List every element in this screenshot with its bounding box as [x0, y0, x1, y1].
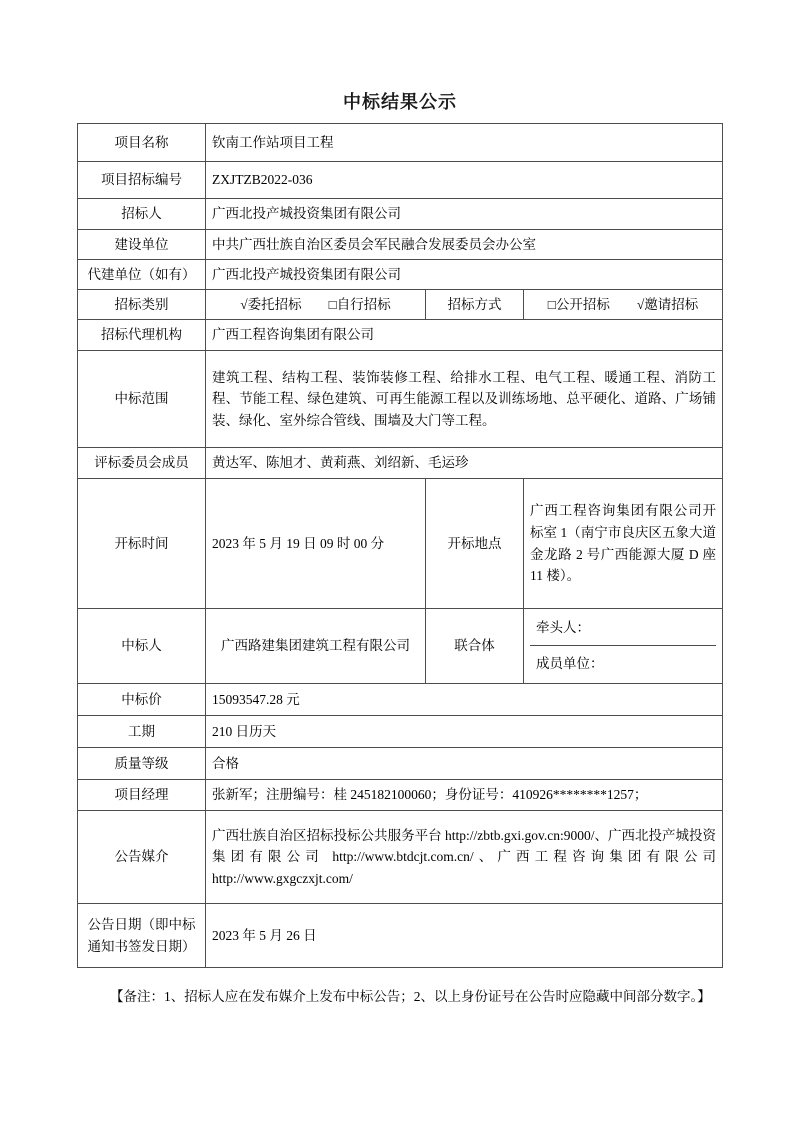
evaluation-committee-value: 黄达军、陈旭才、黄莉燕、刘绍新、毛运珍: [206, 448, 723, 479]
row-quality-grade: [78, 748, 723, 780]
project-name-value: 钦南工作站项目工程: [206, 124, 723, 162]
announcement-media-value: 广西壮族自治区招标投标公共服务平台 http://zbtb.gxi.gov.cn:9000/、广西北投产城投资集团有限公司 http://www.btdcjt.com.cn/、广西工程咨询集团有限公司 http://www.gxgczxjt.com/: [206, 811, 723, 904]
duration-value: 210 日历天: [206, 716, 723, 748]
duration-label: 工期: [78, 716, 206, 748]
tenderer-label: 招标人: [78, 199, 206, 230]
agent-unit-value: 广西北投产城投资集团有限公司: [206, 260, 723, 290]
tender-category-value: √委托招标 □自行招标: [206, 290, 426, 320]
row-evaluation-committee: [78, 448, 723, 479]
quality-grade-label: 质量等级: [78, 748, 206, 780]
row-bid-price: [78, 684, 723, 716]
row-tender-category: [78, 290, 723, 320]
project-name-label: 项目名称: [78, 124, 206, 162]
row-announcement-media: [78, 811, 723, 904]
remark-note: 【备注：1、招标人应在发布媒介上发布中标公告；2、以上身份证号在公告时应隐藏中间部分数字。】: [110, 989, 711, 1004]
construction-unit-label: 建设单位: [78, 230, 206, 260]
project-manager-label: 项目经理: [78, 780, 206, 811]
tender-method-label: 招标方式: [426, 290, 524, 320]
tenderer-value: 广西北投产城投资集团有限公司: [206, 199, 723, 230]
row-bid-opening: [78, 479, 723, 609]
consortium-label: 联合体: [426, 609, 524, 684]
tender-method-value: □公开招标 √邀请招标: [524, 290, 723, 320]
bid-result-table: [77, 123, 723, 968]
bid-opening-time-value: 2023 年 5 月 19 日 09 时 00 分: [206, 479, 426, 609]
tender-agency-label: 招标代理机构: [78, 320, 206, 351]
row-agent-unit: [78, 260, 723, 290]
row-tenderer: [78, 199, 723, 230]
tender-number-value: ZXJTZB2022-036: [206, 162, 723, 199]
bid-price-label: 中标价: [78, 684, 206, 716]
announcement-date-value: 2023 年 5 月 26 日: [206, 904, 723, 968]
project-manager-value: 张新军；注册编号：桂 245182100060；身份证号：410926********1257；: [206, 780, 723, 811]
row-project-manager: [78, 780, 723, 811]
quality-grade-value: 合格: [206, 748, 723, 780]
tender-agency-value: 广西工程咨询集团有限公司: [206, 320, 723, 351]
page-title: 中标结果公示: [343, 92, 457, 112]
bid-scope-label: 中标范围: [78, 351, 206, 448]
announcement-date-label: 公告日期（即中标通知书签发日期）: [78, 904, 206, 968]
agent-unit-label: 代建单位（如有）: [78, 260, 206, 290]
construction-unit-value: 中共广西壮族自治区委员会军民融合发展委员会办公室: [206, 230, 723, 260]
row-bid-scope: [78, 351, 723, 448]
tender-category-label: 招标类别: [78, 290, 206, 320]
consortium-member-label: 成员单位：: [536, 655, 604, 671]
bid-opening-time-label: 开标时间: [78, 479, 206, 609]
consortium-detail-cell: [524, 609, 723, 684]
row-winner: [78, 609, 723, 684]
bid-opening-place-label: 开标地点: [426, 479, 524, 609]
tender-number-label: 项目招标编号: [78, 162, 206, 199]
bid-price-value: 15093547.28 元: [206, 684, 723, 716]
consortium-leader-label: 牵头人：: [530, 611, 716, 646]
bid-scope-value: 建筑工程、结构工程、装饰装修工程、给排水工程、电气工程、暖通工程、消防工程、节能工程、绿色建筑、可再生能源工程以及训练场地、总平硬化、道路、广场铺装、绿化、室外综合管线、围墙及大门等工程。: [206, 351, 723, 448]
winner-label: 中标人: [78, 609, 206, 684]
winner-value: 广西路建集团建筑工程有限公司: [206, 609, 426, 684]
row-tender-agency: [78, 320, 723, 351]
row-tender-number: [78, 162, 723, 199]
announcement-media-label: 公告媒介: [78, 811, 206, 904]
row-duration: [78, 716, 723, 748]
evaluation-committee-label: 评标委员会成员: [78, 448, 206, 479]
row-announcement-date: [78, 904, 723, 968]
row-construction-unit: [78, 230, 723, 260]
bid-opening-place-value: 广西工程咨询集团有限公司开标室 1（南宁市良庆区五象大道金龙路 2 号广西能源大厦 D 座 11 楼）。: [524, 479, 723, 609]
row-project-name: [78, 124, 723, 162]
